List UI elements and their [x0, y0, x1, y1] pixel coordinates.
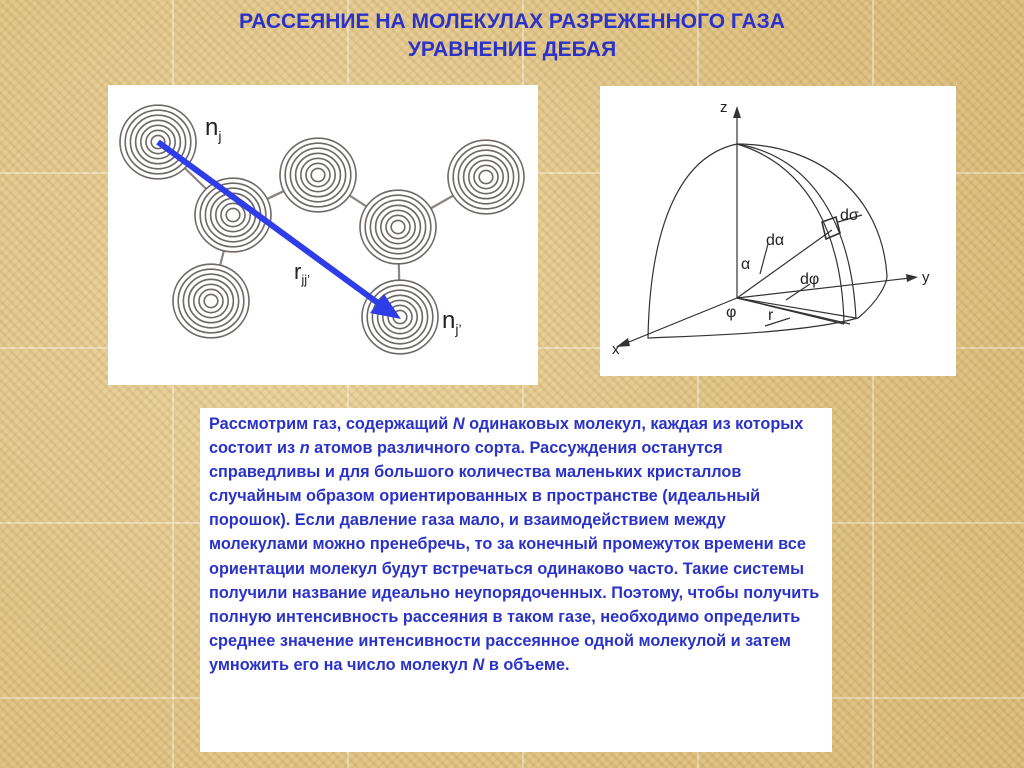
atom — [448, 140, 524, 214]
label-rjj: $r_{jj’}$ — [294, 259, 310, 287]
dalpha-label: dα — [766, 232, 785, 249]
atoms-group — [120, 105, 524, 354]
atom — [280, 138, 356, 212]
alpha-label: α — [741, 256, 751, 273]
molecule-diagram — [108, 85, 538, 385]
spherical-coordinates-figure — [600, 86, 956, 376]
radius-line-phi — [737, 298, 844, 324]
dphi-label: dφ — [800, 271, 820, 288]
axis-x — [616, 298, 737, 347]
body-paragraph: Рассмотрим газ, содержащий N одинаковых молекул, каждая из которых состоит из n атомов различного сорта. Рассуждения останутся справедливы и для большого количества маленьких кристаллов случайным образом ориентированных в пространстве (идеальный порошок). Если давление газа мало, и взаимодействием между молекулами можно пренебречь, то за конечный промежуток времени все ориентации молекул будут встречаться одинаково часто. Такие системы получили название идеально неупорядоченных. Поэтому, чтобы получить полную интенсивность рассеяния в таком газе, необходимо определить среднее значение интенсивности рассеянное одной молекулой и затем умножить его на число молекул N в объеме. — [209, 415, 820, 674]
phi-label: φ — [726, 304, 737, 321]
axis-x-label: x — [612, 341, 620, 358]
axis-z — [733, 106, 741, 298]
title-line-2: УРАВНЕНИЕ ДЕБАЯ — [407, 38, 617, 61]
axis-z-label: z — [720, 99, 728, 116]
label-nj-prime: $n_{j’}$ — [442, 307, 462, 337]
symbol-N: N — [452, 415, 465, 433]
sphere-diagram — [600, 86, 956, 376]
molecule-figure — [108, 85, 538, 385]
atom — [173, 264, 249, 338]
dsigma-label: dσ — [840, 207, 859, 224]
symbol-n: n — [299, 439, 310, 458]
label-nj: $n_j$ — [205, 114, 222, 144]
body-text-panel — [200, 408, 832, 752]
page-title — [0, 8, 1024, 64]
axis-y — [737, 274, 918, 298]
radius-line-lower — [737, 298, 856, 318]
title-line-1: РАССЕЯНИЕ НА МОЛЕКУЛАХ РАЗРЕЖЕННОГО ГАЗА — [239, 10, 785, 33]
symbol-N-second: N — [472, 655, 485, 674]
atom — [362, 280, 438, 354]
axis-y-label: y — [922, 269, 930, 286]
atom — [360, 190, 436, 264]
r-label: r — [768, 307, 774, 324]
